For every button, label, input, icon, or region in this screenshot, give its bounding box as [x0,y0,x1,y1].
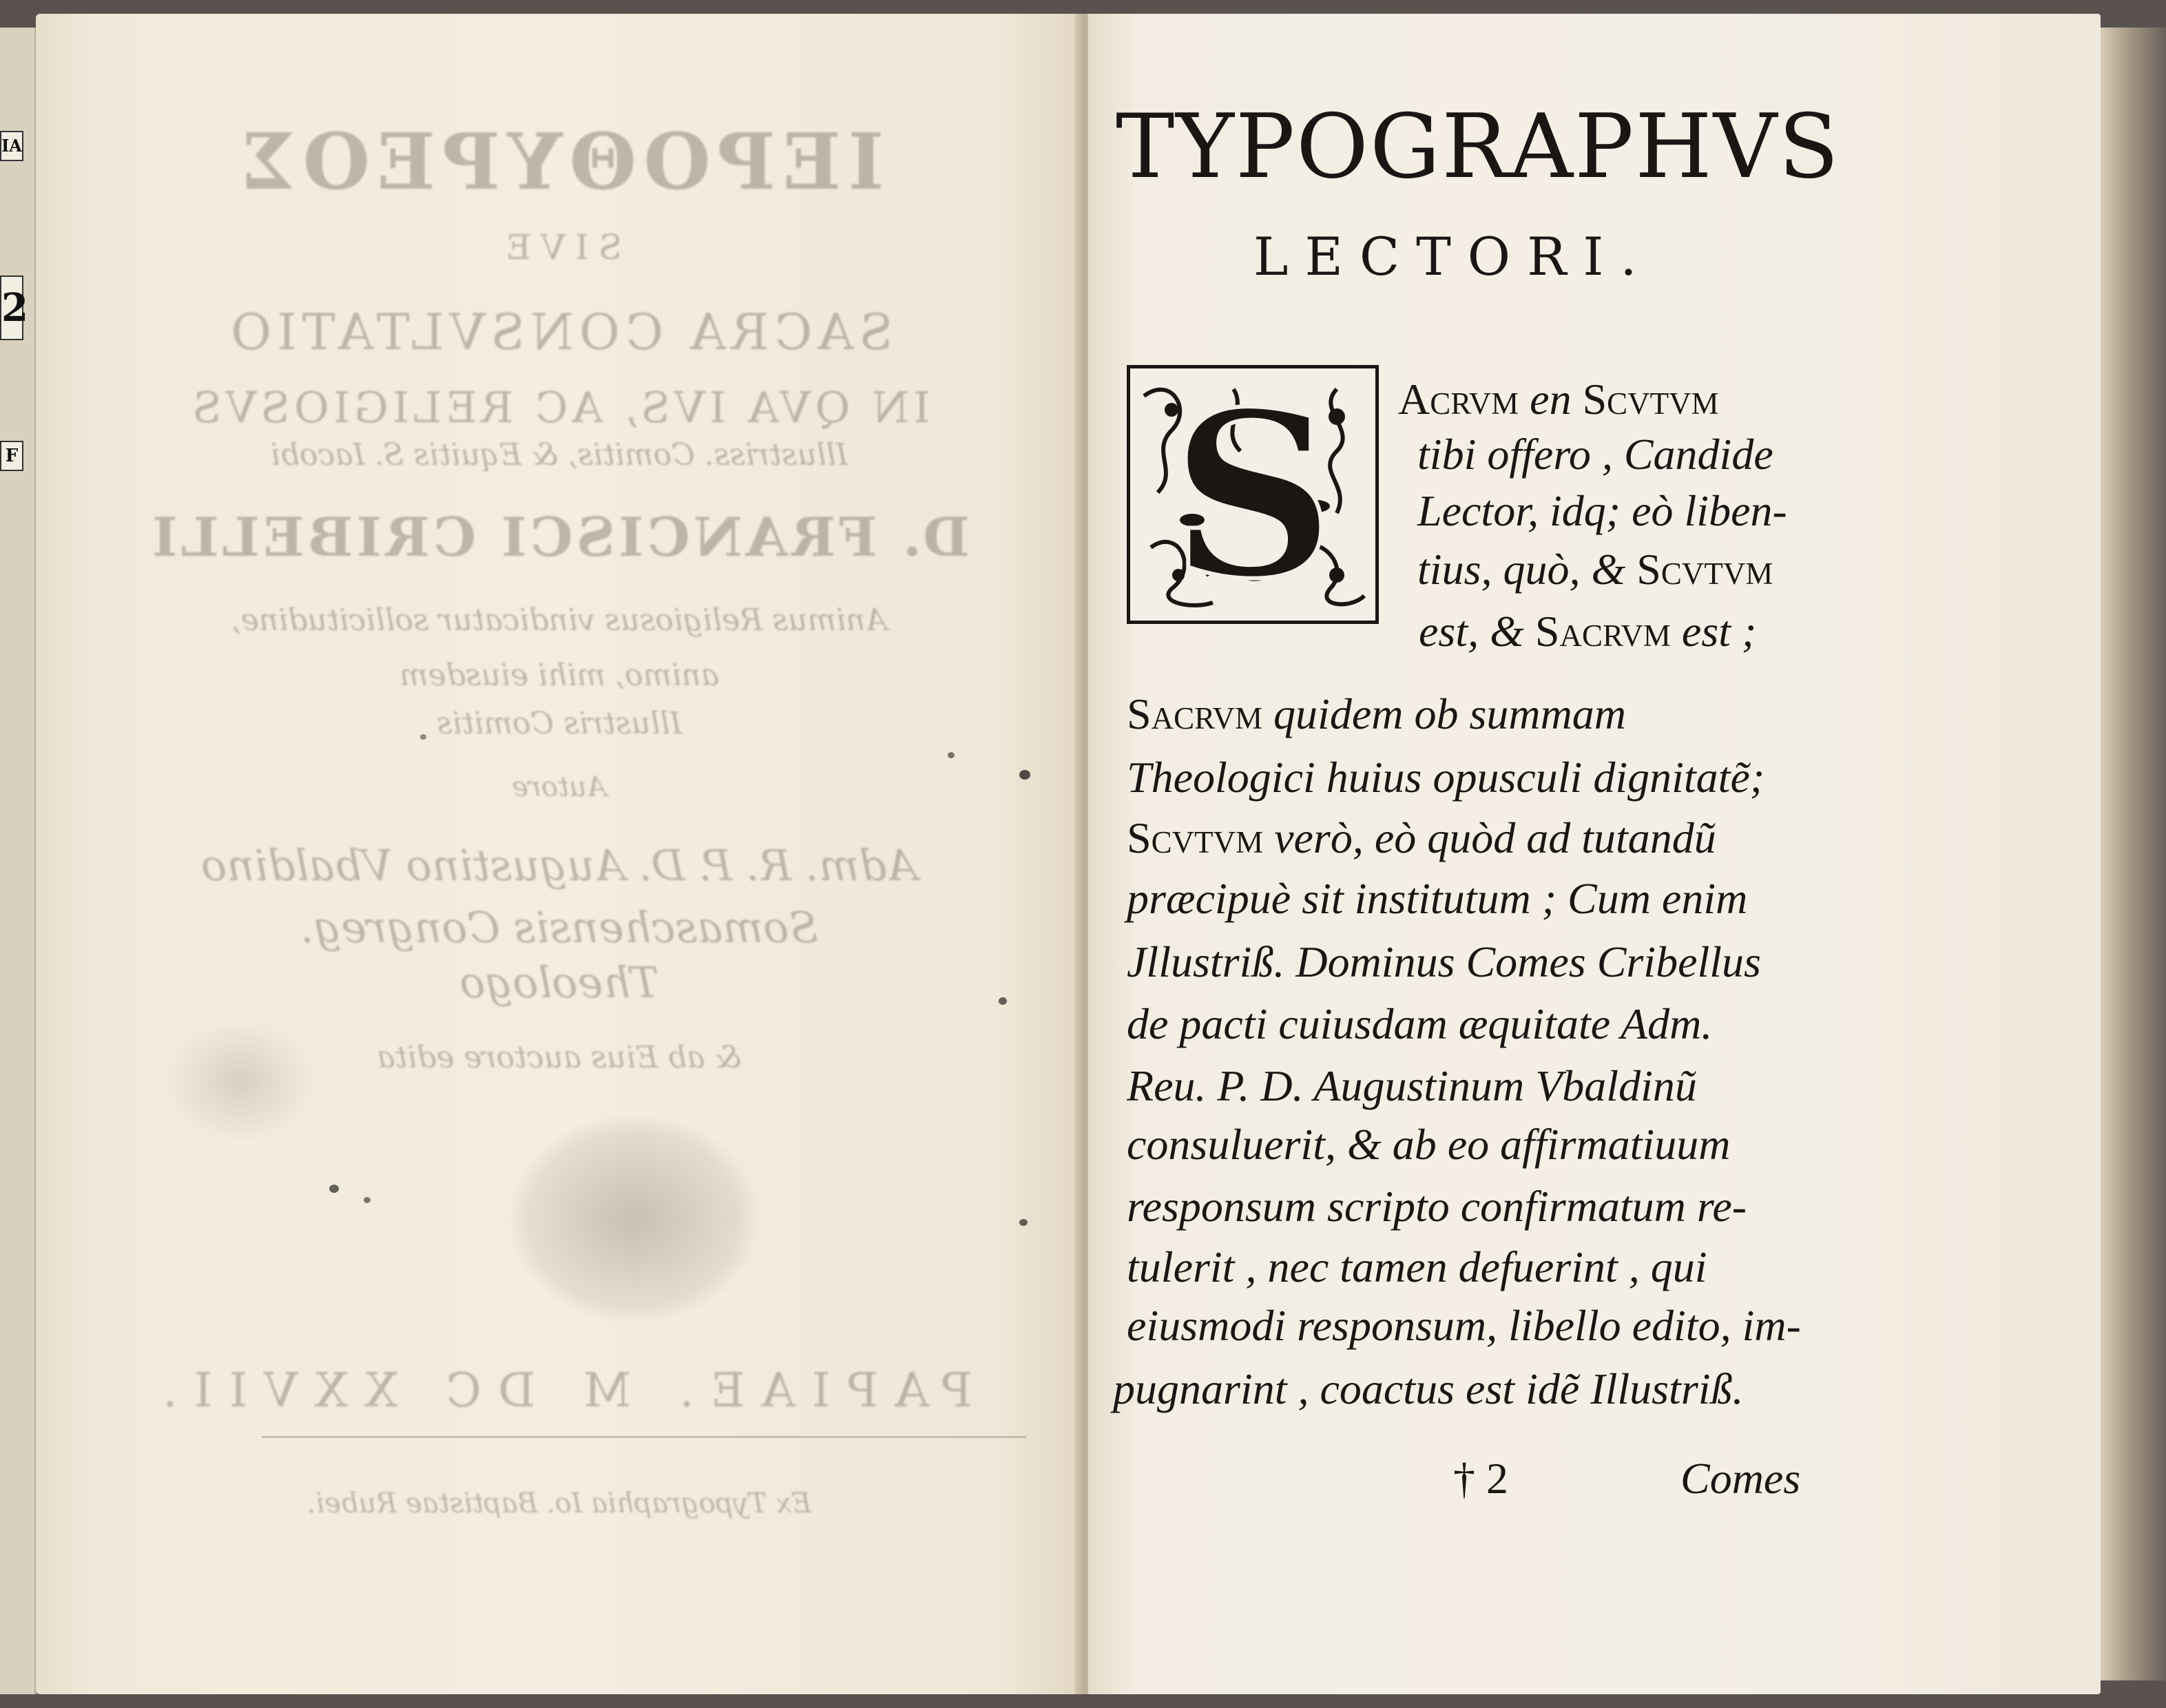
text-line [1127,1061,1697,1110]
text-segment: præcipuè sit institutum ; Cum enim [1127,874,1748,923]
text-line [1127,1301,1801,1350]
bleed-line: Adm. R. P. D. Augustino Vbaldino [200,840,918,891]
text-segment: tius, quò, & [1417,545,1637,594]
small-caps-word: Sacrvm [1127,689,1263,738]
small-caps-word: Sacrvm [1534,607,1671,656]
bleed-imprint: PAPIAE. M DC XXVII. [146,1364,972,1418]
bleed-line: Illustris Comitis [436,706,683,741]
text-segment: Theologici huius opusculi dignitatẽ; [1127,753,1765,802]
text-line [1417,545,1773,594]
text-segment: eiusmodi responsum, libello edito, im- [1127,1301,1801,1350]
text-line [1419,607,1757,656]
binding-tab-top: IA [0,131,23,161]
ink-speck [948,752,955,758]
text-segment: quidem ob summam [1262,689,1626,738]
bleed-rule [262,1436,1026,1438]
text-segment: est ; [1670,607,1757,656]
bleed-sive: SIVE [496,227,623,267]
text-segment: pugnarint , coactus est idẽ Illustriß. [1113,1364,1744,1413]
page-heading: TYPOGRAPHVS [1116,96,1840,198]
text-segment: Lector, idq; eò liben- [1417,486,1787,535]
bleed-printer-device [510,1116,758,1322]
text-line [1127,813,1716,862]
bleed-line: Autore [512,771,607,803]
text-line [1127,937,1761,986]
decorated-initial-ornament [1130,362,1375,629]
text-segment: responsum scripto confirmatum re- [1127,1182,1747,1231]
bleed-line: IN QVA IVS, AC RELIGIOSVS [188,382,930,433]
text-line [1417,486,1787,535]
ink-speck [1019,770,1030,780]
signature-mark: † 2 [1453,1454,1508,1503]
bleed-title: ΙΕΡΟΘΥΡΕΟΣ [234,117,884,207]
text-segment: de pacti cuiusdam æquitate Adm. [1127,999,1713,1048]
text-line [1127,689,1626,738]
binding-tab-bottom: F [0,441,23,471]
text-line [1398,375,1719,424]
page-subheading: LECTORI. [1253,226,1654,287]
text-segment: en [1519,375,1583,424]
text-line [1127,1242,1707,1291]
text-segment: est, & [1419,607,1535,656]
text-segment: tibi offero , Candide [1417,430,1773,479]
bleed-line: Illustriss. Comitis, & Equitis S. Iacobi [270,437,848,472]
bleed-line: animo, mihi eiusdem [399,658,719,693]
text-line [1127,753,1765,802]
ink-speck [1019,1219,1028,1226]
page-edges [2101,28,2166,1680]
bleed-line: Theologo [459,957,659,1008]
bleed-through-text [36,14,1083,1694]
small-caps-word: Acrvm [1398,375,1519,424]
text-segment: tulerit , nec tamen defuerint , qui [1127,1242,1707,1291]
text-segment: Jllustriß. Dominus Comes Cribellus [1127,937,1761,986]
text-segment: verò, eò quòd ad tutandũ [1263,813,1716,862]
ink-speck [364,1197,371,1203]
bleed-stain [165,1019,317,1143]
small-caps-word: Scvtvm [1582,375,1719,424]
text-line [1127,1182,1747,1231]
ink-speck [999,997,1007,1005]
text-line [1113,1364,1744,1413]
bleed-line: & ab Eius auctore edita [377,1040,742,1075]
bleed-line: Animus Religiosus vindicatur sollicitudine, [231,603,888,638]
binding-strip [0,28,37,1694]
ink-speck [329,1185,339,1193]
bleed-line: D. FRANCISCI CRIBELLI [149,506,970,569]
text-segment: Reu. P. D. Augustinum Vbaldinũ [1127,1061,1697,1110]
small-caps-word: Scvtvm [1636,545,1773,594]
text-segment: consuluerit, & ab eo affirmatiuum [1127,1120,1731,1169]
text-line [1127,874,1748,923]
decorated-initial [1127,362,1379,629]
bleed-line: SACRA CONSVLTATIO [225,303,893,361]
text-line [1127,1120,1731,1169]
binding-tab-middle: 2 [0,275,23,340]
bleed-printer: Ex Typographia Io. Baptistae Rubei. [306,1488,812,1519]
text-line [1127,999,1713,1048]
catchword: Comes [1680,1454,1801,1503]
bleed-line: Somaschensis Congreg. [300,902,818,952]
small-caps-word: Scvtvm [1127,813,1264,862]
text-line [1417,430,1773,479]
ink-speck [420,734,426,740]
dropcap-letter: S [1170,362,1335,629]
